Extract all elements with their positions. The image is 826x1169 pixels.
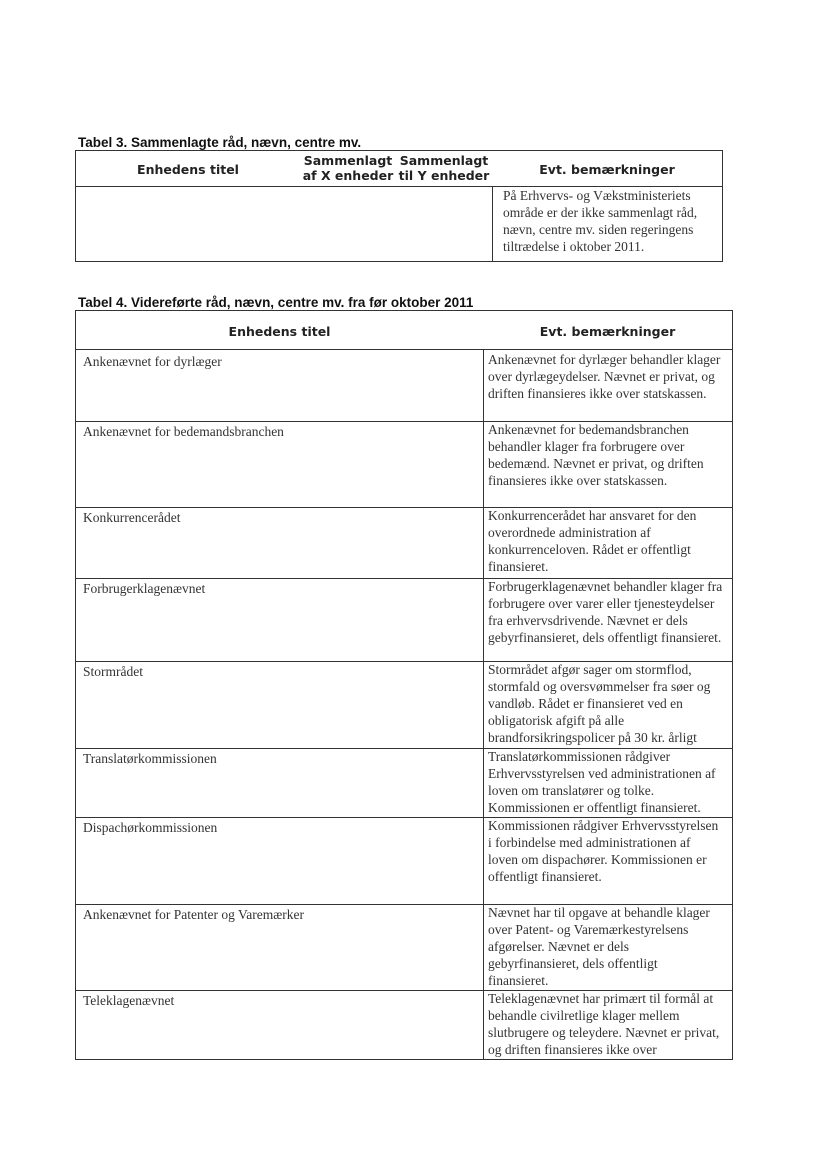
table3-caption: Tabel 3. Sammenlagte råd, nævn, centre mv. bbox=[78, 135, 362, 150]
table4-row-title: Ankenævnet for dyrlæger bbox=[83, 354, 222, 369]
table3-header-from-line1: Sammenlagt bbox=[303, 153, 393, 168]
table4-caption: Tabel 4. Videreførte råd, nævn, centre mv. fra før oktober 2011 bbox=[78, 295, 474, 310]
table3-header-title: Enhedens titel bbox=[137, 162, 239, 177]
table4-row-divider bbox=[76, 349, 732, 350]
table4-row-title: Ankenævnet for Patenter og Varemærker bbox=[83, 907, 304, 922]
table4-row-title: Ankenævnet for bedemandsbranchen bbox=[83, 424, 284, 439]
table4-row-remarks: Ankenævnet for bedemandsbranchen behandler klager fra forbrugere over bedemænd. Nævnet er privat, og driften finansieres ikke over statskassen. bbox=[488, 422, 704, 488]
table4-row-remarks: Konkurrencerådet har ansvaret for den overordnede administration af konkurrenceloven. Rådet er offentligt finansieret. bbox=[488, 508, 697, 574]
table4 bbox=[75, 310, 733, 1060]
table4-row-remarks: Ankenævnet for dyrlæger behandler klager over dyrlægeydelser. Nævnet er privat, og driften finansieres ikke over statskassen. bbox=[488, 352, 721, 401]
table4-row-title: Konkurrencerådet bbox=[83, 510, 181, 525]
table4-row-remarks: Forbrugerklagenævnet behandler klager fra forbrugere over varer eller tjenesteydelser fra erhvervsdrivende. Nævnet er dels gebyrfinansieret, dels offentligt finansieret. bbox=[488, 579, 723, 645]
table4-row-title: Stormrådet bbox=[83, 664, 143, 679]
table3-row-remarks: På Erhvervs- og Vækstministeriets område er der ikke sammenlagt råd, nævn, centre mv. siden regeringens tiltrædelse i oktober 2011. bbox=[503, 188, 698, 254]
table4-row-title: Translatørkommissionen bbox=[83, 751, 217, 766]
table3-header-to-line2: til Y enheder bbox=[398, 168, 490, 183]
table4-row-title: Forbrugerklagenævnet bbox=[83, 581, 206, 596]
table4-header-title: Enhedens titel bbox=[228, 324, 331, 339]
table3-header-remarks: Evt. bemærkninger bbox=[539, 162, 675, 177]
table4-row-remarks: Nævnet har til opgave at behandle klager over Patent- og Varemærkestyrelsens afgørelser. Nævnet er dels gebyrfinansieret, dels offentligt finansieret. bbox=[488, 905, 710, 988]
table4-header-remarks: Evt. bemærkninger bbox=[539, 324, 676, 339]
table3-column-divider bbox=[492, 186, 493, 262]
table3-header-from-line2: af X enheder bbox=[302, 168, 394, 183]
table4-row-remarks: Teleklagenævnet har primært til formål at behandle civilretlige klager mellem slutbrugere og teleydere. Nævnet er privat, og driften finansieres ikke over bbox=[488, 991, 720, 1057]
table4-row-title: Teleklagenævnet bbox=[83, 993, 175, 1008]
table4-row-remarks: Kommissionen rådgiver Erhvervsstyrelsen i forbindelse med administrationen af loven om dispachører. Kommissionen er offentligt finansieret. bbox=[488, 818, 719, 884]
table4-row-remarks: Translatørkommissionen rådgiver Erhvervsstyrelsen ved administrationen af loven om translatører og tolke. Kommissionen er offentligt finansieret. bbox=[488, 749, 716, 815]
table3-header-from bbox=[300, 153, 396, 183]
table3-header-to-line1: Sammenlagt bbox=[399, 153, 489, 168]
table4-column-divider bbox=[483, 349, 484, 1060]
table4-row-remarks: Stormrådet afgør sager om stormflod, stormfald og oversvømmelser fra søer og vandløb. Rådet er finansieret ved en obligatorisk afgift på alle brandforsikringspolicer på 30 kr. årligt bbox=[488, 662, 711, 745]
table3-header-to bbox=[396, 153, 492, 183]
table3 bbox=[75, 150, 723, 262]
table4-row-title: Dispachørkommissionen bbox=[83, 820, 218, 835]
